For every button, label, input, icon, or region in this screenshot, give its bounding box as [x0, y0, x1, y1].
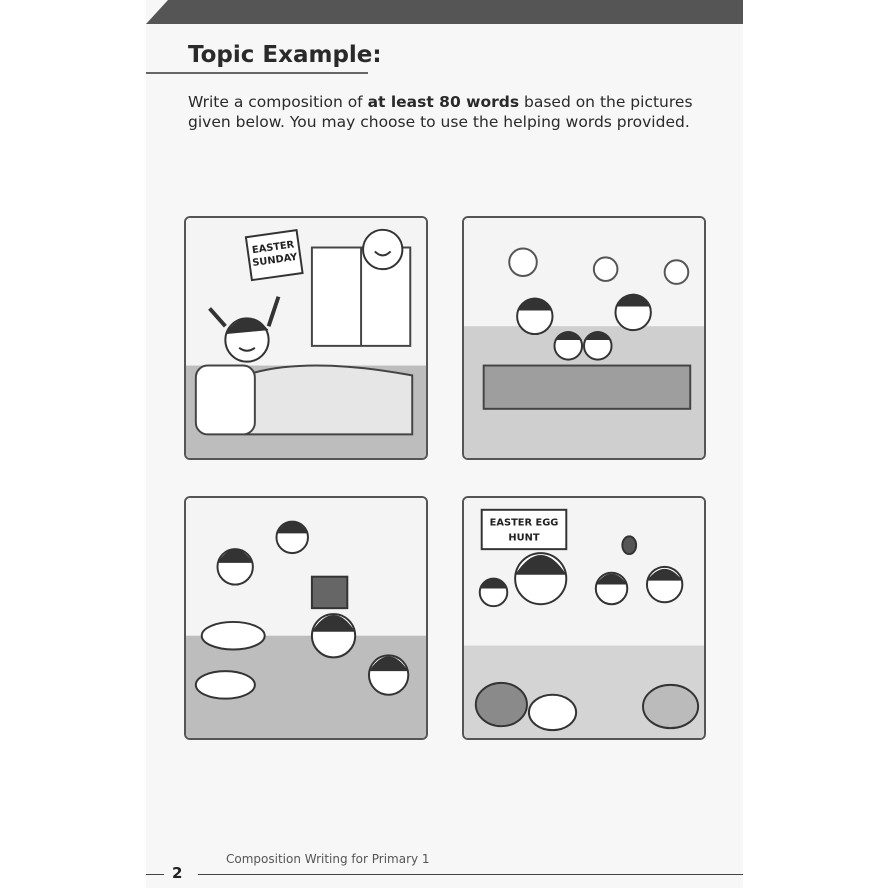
- wakeup-illustration: [186, 218, 426, 458]
- instructions-bold: at least 80 words: [367, 93, 520, 111]
- calendar-sign: [246, 230, 303, 280]
- sign-line-2: SUNDAY: [251, 251, 299, 270]
- header-notch: [146, 0, 168, 24]
- kitchen-illustration: [186, 498, 426, 738]
- egg-hunt-illustration: [464, 498, 704, 738]
- page-title: Topic Example:: [188, 42, 382, 68]
- picture-panel-1: [184, 216, 428, 460]
- sign-line-2: HUNT: [508, 532, 540, 544]
- footer-rule-left: [146, 874, 164, 875]
- instructions-part2: based on the pictures given below. You may choose to use the helping words provided.: [188, 93, 693, 131]
- picture-panel-4: [462, 496, 706, 740]
- picture-panel-3: [184, 496, 428, 740]
- instructions-text: [188, 92, 728, 132]
- footer-rule-right: [198, 874, 743, 875]
- header-band: [146, 0, 743, 24]
- church-illustration: [464, 218, 704, 458]
- egg-hunt-sign: [482, 510, 567, 549]
- sign-line-1: EASTER: [251, 239, 295, 257]
- page-number: 2: [172, 864, 183, 882]
- book-title: Composition Writing for Primary 1: [226, 852, 430, 866]
- picture-panel-2: [462, 216, 706, 460]
- title-underline: [146, 72, 368, 74]
- instructions-part1: Write a composition of: [188, 93, 368, 111]
- sign-line-1: EASTER EGG: [489, 517, 559, 529]
